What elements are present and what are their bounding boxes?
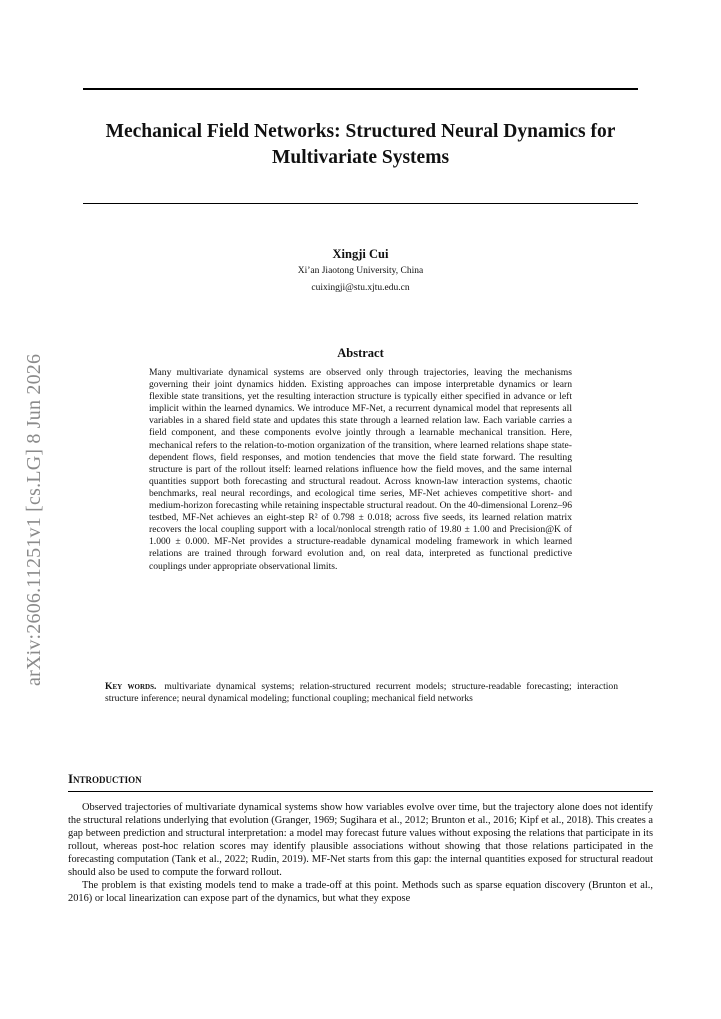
arxiv-sidebar-stamp: arXiv:2606.11251v1 [cs.LG] 8 Jun 2026	[23, 353, 45, 686]
abstract-text: Many multivariate dynamical systems are observed only through trajectories, leaving the mechanisms governing their joint dynamics hidden. Existing approaches can impose interpretable dynamics or learn flexible state transitions, yet the resulting interaction structure is typically either specified in advance or left implicit within the learned dynamics. We introduce MF-Net, a recurrent dynamical model that represents all variables in a shared field state and updates this state through a learned relation law. Each variable carries a field component, and these components evolve jointly through a learnable mechanical transition. Here, mechanical refers to the relation-to-motion organization of the transition, where learned relations shape state-dependent flows, field responses, and motion tendencies that move the field state forward. The resulting structure is part of the rollout itself: learned relations influence how the field moves, and the same internal quantities support both forecasting and structural readout. Across known-law interaction systems, chaotic benchmarks, real neural recordings, and ecological time series, MF-Net achieves competitive short- and medium-horizon forecasting while retaining inspectable structural readout. On the 40-dimensional Lorenz–96 testbed, MF-Net achieves an eight-step R² of 0.798 ± 0.018; across five seeds, its learned relation matrix recovers the local coupling support with a local/nonlocal strength ratio of 19.80 ± 1.00 and Precision@K of 1.000 ± 0.000. MF-Net provides a structure-readable dynamical modeling framework in which learned relations are trained through forward evolution and, on real data, interpreted as functional predictive couplings under appropriate observational limits.	[149, 367, 572, 572]
intro-paragraph-1: Observed trajectories of multivariate dynamical systems show how variables evolve over time, but the trajectory alone does not identify the structural relations underlying that evolution (Granger, 1969; Sugihara et al., 2012; Brunton et al., 2016; Kipf et al., 2018). This creates a gap between prediction and structural interpretation: a model may forecast future values without exposing the relations that participate in its rollout, whereas post-hoc relation scores may identify plausible associations without showing that those relations participated in the forecasting computation (Tank et al., 2022; Rudin, 2019). MF-Net starts from this gap: the internal quantities exposed for structural readout should also be used to compute the forward rollout.	[68, 802, 653, 878]
section-heading-introduction: Introduction	[68, 771, 142, 786]
keywords	[105, 681, 618, 705]
intro-paragraph-2: The problem is that existing models tend to make a trade-off at this point. Methods such as sparse equation discovery (Brunton et al., 2016) or local linearization can expose part of the dynamics, but what they expose	[68, 880, 653, 904]
keywords-label: Key words.	[105, 681, 157, 692]
abstract-heading: Abstract	[337, 346, 384, 360]
title-bottom-rule	[83, 203, 638, 204]
author-email: cuixingji@stu.xjtu.edu.cn	[311, 283, 410, 293]
author-name: Xingji Cui	[332, 247, 389, 261]
author-affiliation: Xi’an Jiaotong University, China	[297, 266, 424, 276]
introduction-body	[68, 801, 653, 905]
section-rule	[68, 791, 653, 792]
title-top-rule	[83, 88, 638, 90]
keywords-text: multivariate dynamical systems; relation-structured recurrent models; structure-readable forecasting; interaction structure inference; neural dynamical modeling; functional coupling; mechanical field networks	[105, 681, 618, 705]
paper-title: Mechanical Field Networks: Structured Neural Dynamics for Multivariate Systems	[105, 121, 616, 168]
